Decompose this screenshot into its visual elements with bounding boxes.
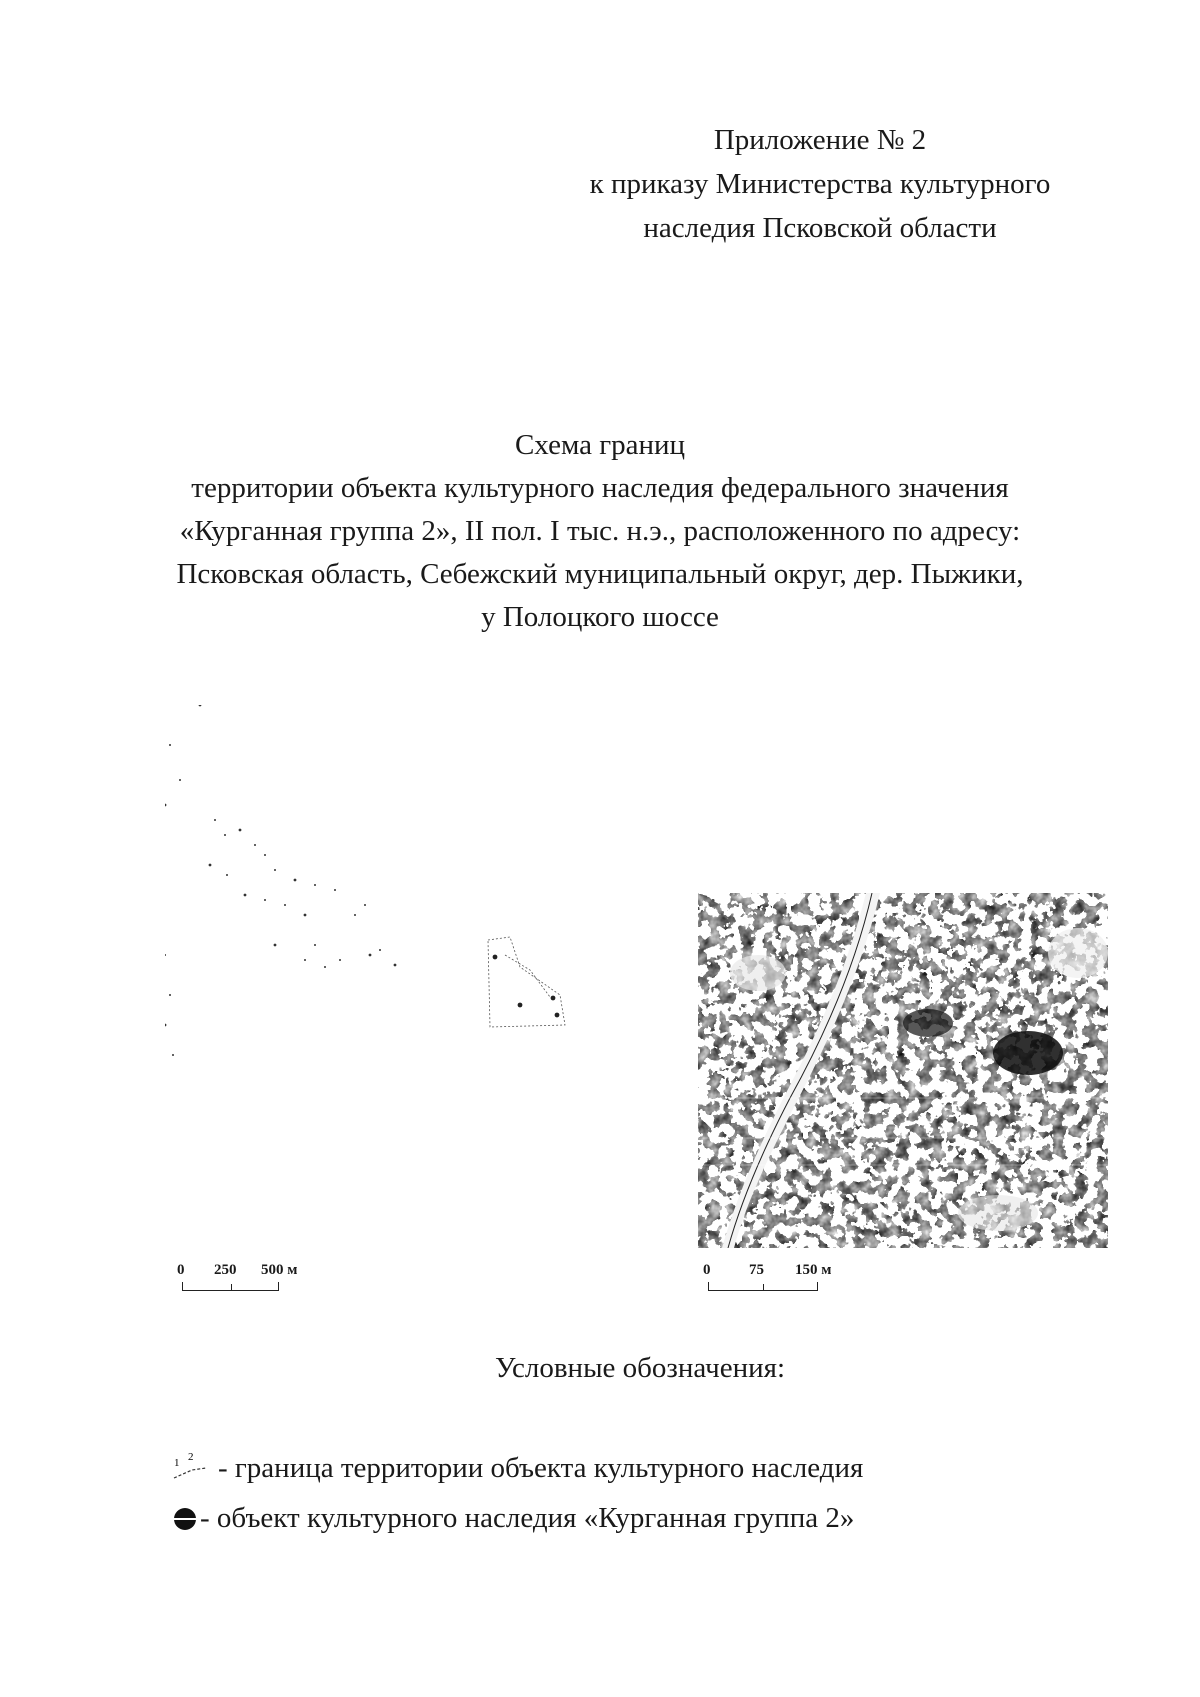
- appendix-header: [560, 118, 1080, 250]
- map-speck: [304, 914, 307, 917]
- map-speck: [379, 949, 381, 951]
- detail-scale-label-0: 0: [703, 1262, 711, 1278]
- overview-scale-label-250: 250: [214, 1262, 237, 1278]
- appendix-order-ref: к приказу Министерства культурного: [589, 168, 1051, 200]
- map-speck: [244, 894, 247, 897]
- map-speck: [254, 844, 256, 846]
- title-line-1: Схема границ: [514, 429, 686, 461]
- legend-item-boundary: [172, 1450, 863, 1486]
- detail-scale-label-150: 150 м: [795, 1262, 832, 1278]
- boundary-point-label-2: 2: [188, 1451, 194, 1463]
- heritage-object-icon: [172, 1505, 200, 1533]
- detail-map-graphic: [698, 893, 1108, 1248]
- detail-scale-label-75: 75: [749, 1262, 764, 1278]
- overview-scale-label-0: 0: [177, 1262, 185, 1278]
- detail-satellite-map: [698, 893, 1108, 1248]
- overview-map-graphic: [165, 705, 605, 1085]
- map-speck: [274, 869, 276, 871]
- map-speck: [284, 904, 286, 906]
- map-speck: [314, 944, 316, 946]
- legend-title: Условные обозначения:: [494, 1352, 786, 1384]
- map-speck: [369, 954, 372, 957]
- appendix-ministry: наследия Псковской области: [643, 212, 997, 244]
- map-speck: [199, 705, 202, 706]
- map-speck: [226, 874, 228, 876]
- map-speck: [324, 966, 326, 968]
- map-speck: [354, 914, 356, 916]
- title-line-3: «Курганная группа 2», II пол. I тыс. н.э., расположенного по адресу:: [179, 515, 1021, 547]
- legend-text-heritage-object: - объект культурного наследия «Курганная группа 2»: [200, 1502, 855, 1534]
- map-speck: [165, 804, 166, 807]
- overview-scale-ruler: [182, 1282, 279, 1291]
- boundary-point-label-1: 1: [174, 1457, 180, 1469]
- map-speck: [334, 889, 336, 891]
- detail-scale-bar: [703, 1262, 853, 1302]
- map-speck: [169, 744, 171, 746]
- title-line-2: территории объекта культурного наследия федерального значения: [191, 472, 1009, 504]
- map-speck: [294, 879, 297, 882]
- map-speck: [304, 959, 306, 961]
- overview-scale-bar: [177, 1262, 297, 1302]
- appendix-number: Приложение № 2: [713, 124, 927, 156]
- map-speck: [239, 829, 242, 832]
- map-speck: [179, 779, 181, 781]
- map-speck: [209, 864, 212, 867]
- map-speck: [172, 1054, 174, 1056]
- map-speck: [339, 959, 341, 961]
- boundary-line-icon: [172, 1450, 218, 1486]
- map-speck: [314, 884, 316, 886]
- detail-scale-ruler: [708, 1282, 818, 1291]
- title-line-5: у Полоцкого шоссе: [481, 601, 719, 633]
- map-speck: [274, 944, 277, 947]
- legend-item-heritage-object: [172, 1502, 854, 1535]
- map-speck: [364, 904, 366, 906]
- document-title: [150, 424, 1050, 639]
- legend-text-boundary: - граница территории объекта культурного наследия: [218, 1451, 864, 1484]
- map-speck: [394, 964, 397, 967]
- map-speck: [224, 834, 226, 836]
- map-speck: [264, 854, 266, 856]
- title-line-4: Псковская область, Себежский муниципальный округ, дер. Пыжики,: [176, 558, 1024, 590]
- map-speck: [264, 899, 266, 901]
- map-speck: [165, 1024, 166, 1027]
- overview-scale-label-500: 500 м: [261, 1262, 298, 1278]
- boundary-sketch: [488, 937, 565, 1027]
- map-speck: [165, 954, 166, 956]
- map-speck: [214, 819, 216, 821]
- overview-map: [165, 705, 605, 1085]
- map-speck: [169, 994, 171, 996]
